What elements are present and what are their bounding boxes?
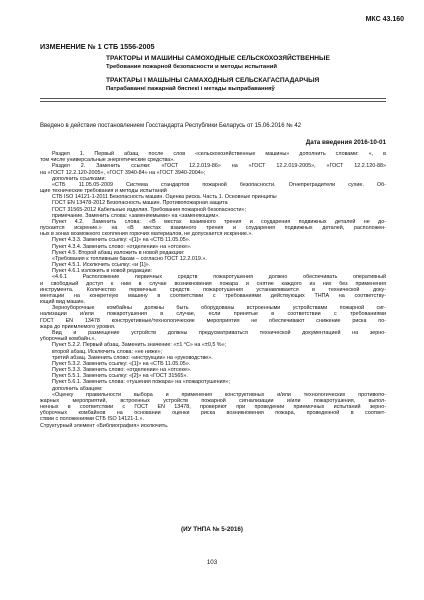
body-line: ГОСТ EN 13478-2012 Безопасность машин. Противопожарная защита [52, 200, 228, 207]
body-line: Пункт 5.3.3. Заменить слово: «отделении» на «отсеке». [52, 367, 192, 374]
title-by-line2: Патрабаванні пажарнай бяспекі і метады выпрабаванняў [106, 86, 275, 92]
body-line: дополнить ссылками: [52, 175, 106, 182]
amendment-title: ИЗМЕНЕНИЕ № 1 СТБ 1556-2005 [40, 42, 155, 51]
introduction-statement: Введено в действие постановлением Госстандарта Республики Беларусь от 15.06.2016 № 42 [40, 123, 302, 129]
body-line: Пункт 4.3.3. Заменить ссылку: «[1]» на «СТБ 11.05.05». [52, 237, 191, 244]
title-ru-line2: Требования пожарной безопасности и методы испытаний [106, 64, 277, 70]
body-line: жара до приемлемого уровня. [40, 323, 116, 330]
body-line: «СТБ 11.05.05-2009 Система стандартов пожарной безопасности. Огнепреградители сухие. Об- [52, 181, 386, 188]
body-line: СТБ ISO 14121-1-2011 Безопасность машин. Оценка риска. Часть 1. Основные принципы [52, 194, 277, 201]
title-belarusian [106, 77, 396, 93]
body-line: второй абзац. Исключить слова: «не ниже»; [52, 348, 163, 355]
page-number: 103 [206, 559, 218, 566]
title-russian [106, 55, 396, 71]
body-line: третий абзац. Заменить слово: «инструкции» на «руководстве». [52, 354, 213, 361]
body-line: примечание. Заменить слова: «заменяемыми» на «заменяющим». [52, 212, 220, 219]
body-line: Раздел 2. Заменить ссылки: «ГОСТ 12.2.019-86» на «ГОСТ 12.2.019-2005», «ГОСТ 12.2.120-88» [52, 163, 386, 170]
amendment-body [40, 151, 386, 429]
body-line: «Оценку правильности выбора и применения конструктивных и/или технологических противопо- [52, 391, 386, 398]
body-line: Раздел 1. Первый абзац после слов «сельскохозяйственные машины» дополнить словами: «, в [52, 151, 386, 157]
body-line: Пункт 4.3.4. Заменить слово: «отделении» на «отсеке». [52, 243, 192, 250]
body-line: Пункт 5.3.2. Заменить ссылку: «[1]» на «СТБ 11.05.05». [52, 360, 191, 367]
body-line: Структурный элемент «Библиография» исключить. [40, 422, 169, 429]
body-line: Зерноуборочные комбайны должны быть оборудованы встроенными устройствами пожарной сиг- [52, 305, 386, 312]
body-line: и свободный доступ к ним в случае возникновения пожара и снятие каждого из них без применения [40, 280, 386, 287]
effective-date: Дата введения 2016-10-01 [305, 139, 386, 146]
body-line: дополнить абзацем: [52, 385, 103, 392]
divider-bottom [40, 101, 386, 102]
body-line: том числе универсальные энергетические средства». [40, 157, 175, 164]
body-line: на «ГОСТ 12.2.120-2005», «ГОСТ 3940-84» на «ГОСТ 3940-2004»; [40, 169, 206, 176]
ics-code: МКС 43.160 [365, 16, 404, 23]
title-ru-line1: ТРАКТОРЫ И МАШИНЫ САМОХОДНЫЕ СЕЛЬСКОХОЗЯЙСТВЕННЫЕ [106, 55, 330, 62]
body-line: уборочных комбайнов на основании оценки риска возникновения пожара, проведенной в соответ- [40, 410, 386, 417]
body-line: ненных в соответствии с ГОСТ EN 13478, проверяют при проведении приемочных испытаний зерно- [40, 404, 386, 411]
body-line: щие технические требования и методы испытаний [40, 188, 167, 195]
body-line: нализации и/или пожаротушения в случае, если принятые в соответствии с требованиями [40, 311, 386, 318]
body-line: уборочный комбайн.». [40, 336, 96, 343]
body-line: Пункт 5.5.1. Заменить ссылку: «[2]» на «ГОСТ 31565». [52, 373, 188, 380]
body-line: Пункт 5.2.2. Первый абзац. Заменить значение: «±1 °С» на «±0,5 %»; [52, 342, 227, 349]
divider-top [40, 98, 386, 99]
issue-reference: (ИУ ТНПА № 5-2016) [181, 526, 243, 533]
body-line: ГОСТ 31565-2012 Кабельные изделия. Требования пожарной безопасности»; [52, 206, 247, 213]
body-line: ствии с положениями СТБ ISO 14121-1.». [40, 416, 145, 423]
body-line: «Требования к топливным бакам – согласно ГОСТ 12.2.019.». [52, 255, 207, 262]
body-line: пускается искрение.» на «В местах взаимного трения и соударения подвижных деталей, расположен- [40, 225, 386, 232]
body-line: жарных мероприятий, встроенных устройств пожарной сигнализации и/или пожаротушения, выпол- [40, 397, 386, 404]
body-line: инструмента. Количество первичных средств пожаротушения устанавливается в технической доку- [40, 286, 386, 293]
body-line: ющий вид машин. [40, 299, 86, 306]
body-line: ментации на конкретную машину в соответствии с требованиями действующих ТНПА на соответству- [40, 292, 386, 299]
body-line: Пункт 4.5.1. Исключить ссылку: «и [1]». [52, 262, 151, 269]
body-line: Пункт 4.2. Заменить слова: «В местах взаимного трения и соударения подвижных деталей не до- [52, 218, 386, 225]
body-line: ных в зонах возможного скопления горючих материалов, не допускается искрение.». [40, 231, 253, 238]
body-line: Пункт 4.5. Второй абзац изложить в новой редакции: [52, 249, 185, 256]
body-line: Вид и размещение устройств должны предусматриваться технической документацией на зерно- [52, 329, 386, 336]
body-line: ГОСТ EN 13478 конструктивные/технологические мероприятия не обеспечивают снижение риска по- [40, 317, 386, 324]
body-line: Пункт 4.6.1 изложить в новой редакции: [52, 268, 153, 275]
title-by-line1: ТРАКТАРЫ I МАШЫНЫ САМАХОДНЫЯ СЕЛЬСКАГАСПАДАРЧЫЯ [106, 77, 320, 84]
body-line: «4.6.1 Расположение первичных средств пожаротушения должно обеспечивать оперативный [52, 274, 386, 281]
body-line: Пункт 5.6.1. Заменить слова: «тушения пожара» на «пожаротушения»; [52, 379, 230, 386]
